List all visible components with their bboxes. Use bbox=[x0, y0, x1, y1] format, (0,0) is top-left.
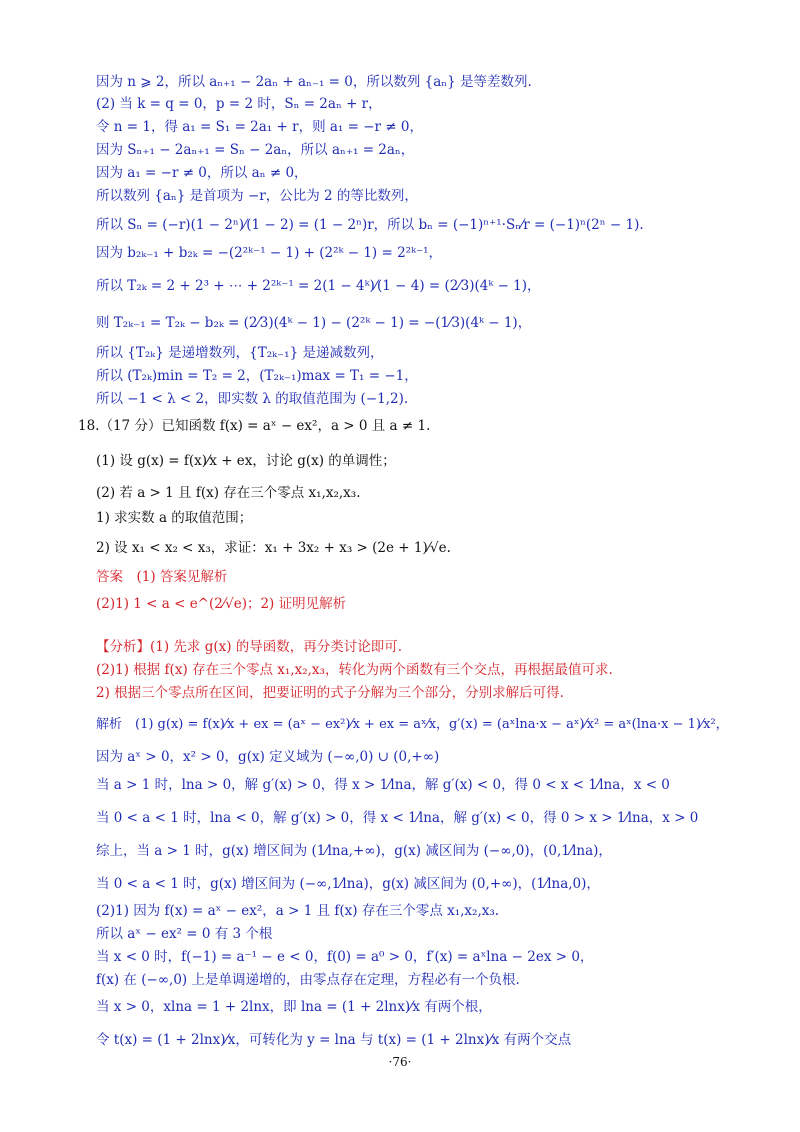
text-line-6: 所以数列 {aₙ} 是首项为 −r，公比为 2 的等比数列， bbox=[96, 188, 418, 204]
text-line-31: 所以 aˣ − ex² = 0 有 3 个根 bbox=[96, 926, 273, 942]
text-line-3: 令 n = 1，得 a₁ = S₁ = 2a₁ + r，则 a₁ = −r ≠ 0， bbox=[96, 119, 423, 135]
text-line-19: 答案 (1) 答案见解析 bbox=[96, 569, 228, 585]
text-line-16: (2) 若 a > 1 且 f(x) 存在三个零点 x₁,x₂,x₃. bbox=[96, 485, 361, 501]
page-number: ·76· bbox=[388, 1055, 412, 1069]
text-line-22: (2)1) 根据 f(x) 存在三个零点 x₁,x₂,x₃，转化为两个函数有三个交点，再根据最值可求. bbox=[96, 662, 613, 678]
text-line-5: 因为 a₁ = −r ≠ 0，所以 aₙ ≠ 0， bbox=[96, 165, 308, 181]
text-line-32: 当 x < 0 时，f(−1) = a⁻¹ − e < 0，f(0) = a⁰ > 0，f′(x) = aˣlna − 2ex > 0， bbox=[96, 949, 594, 965]
text-line-24: 解析 (1) g(x) = f(x)⁄x + ex = (aˣ − ex²)⁄x + ex = aˣ⁄x，g′(x) = (aˣlna·x − aˣ)⁄x² = aˣ(lna·x − 1)⁄x²， bbox=[96, 717, 729, 732]
text-line-12: 所以 (T₂ₖ)min = T₂ = 2，(T₂ₖ₋₁)max = T₁ = −1， bbox=[96, 368, 418, 384]
text-line-23: 2) 根据三个零点所在区间，把要证明的式子分解为三个部分，分别求解后可得. bbox=[96, 685, 564, 701]
text-line-15: (1) 设 g(x) = f(x)⁄x + ex，讨论 g(x) 的单调性； bbox=[96, 453, 396, 469]
text-line-35: 令 t(x) = (1 + 2lnx)⁄x，可转化为 y = lna 与 t(x) = (1 + 2lnx)⁄x 有两个交点 bbox=[96, 1032, 572, 1048]
text-line-8: 因为 b₂ₖ₋₁ + b₂ₖ = −(2²ᵏ⁻¹ − 1) + (2²ᵏ − 1) = 2²ᵏ⁻¹， bbox=[96, 245, 443, 261]
text-line-25: 因为 aˣ > 0，x² > 0，g(x) 定义域为 (−∞,0) ∪ (0,+∞) bbox=[96, 749, 440, 765]
text-line-4: 因为 Sₙ₊₁ − 2aₙ₊₁ = Sₙ − 2aₙ，所以 aₙ₊₁ = 2aₙ， bbox=[96, 142, 415, 158]
text-line-33: f(x) 在 (−∞,0) 上是单调递增的，由零点存在定理，方程必有一个负根. bbox=[96, 972, 520, 988]
text-line-14: 18.（17 分）已知函数 f(x) = aˣ − ex²，a > 0 且 a ≠ 1. bbox=[78, 418, 431, 434]
text-line-10: 则 T₂ₖ₋₁ = T₂ₖ − b₂ₖ = (2⁄3)(4ᵏ − 1) − (2²ᵏ − 1) = −(1⁄3)(4ᵏ − 1)， bbox=[96, 315, 532, 331]
text-line-29: 当 0 < a < 1 时，g(x) 增区间为 (−∞,1⁄lna)，g(x) 减区间为 (0,+∞)，(1⁄lna,0)， bbox=[96, 876, 600, 892]
text-line-20: (2)1) 1 < a < e^(2⁄√e)；2) 证明见解析 bbox=[96, 596, 347, 612]
text-line-30: (2)1) 因为 f(x) = aˣ − ex²，a > 1 且 f(x) 存在三个零点 x₁,x₂,x₃. bbox=[96, 903, 500, 919]
text-line-11: 所以 {T₂ₖ} 是递增数列，{T₂ₖ₋₁} 是递减数列， bbox=[96, 345, 384, 361]
text-line-21: 【分析】(1) 先求 g(x) 的导函数，再分类讨论即可. bbox=[96, 639, 403, 655]
text-line-28: 综上，当 a > 1 时，g(x) 增区间为 (1⁄lna,+∞)，g(x) 减区间为 (−∞,0)，(0,1⁄lna)， bbox=[96, 843, 612, 859]
text-line-7: 所以 Sₙ = (−r)(1 − 2ⁿ)⁄(1 − 2) = (1 − 2ⁿ)r，所以 bₙ = (−1)ⁿ⁺¹·Sₙ⁄r = (−1)ⁿ(2ⁿ − 1). bbox=[96, 217, 644, 233]
text-line-1: 因为 n ⩾ 2，所以 aₙ₊₁ − 2aₙ + aₙ₋₁ = 0，所以数列 {aₙ} 是等差数列. bbox=[96, 74, 532, 90]
text-line-26: 当 a > 1 时，lna > 0，解 g′(x) > 0，得 x > 1⁄lna，解 g′(x) < 0，得 0 < x < 1⁄lna，x < 0 bbox=[96, 777, 670, 793]
text-line-17: 1) 求实数 a 的取值范围； bbox=[96, 510, 253, 526]
text-line-9: 所以 T₂ₖ = 2 + 2³ + ⋯ + 2²ᵏ⁻¹ = 2(1 − 4ᵏ)⁄(1 − 4) = (2⁄3)(4ᵏ − 1)， bbox=[96, 278, 541, 294]
text-line-18: 2) 设 x₁ < x₂ < x₃，求证：x₁ + 3x₂ + x₃ > (2e + 1)⁄√e. bbox=[96, 540, 451, 556]
text-line-34: 当 x > 0，xlna = 1 + 2lnx，即 lna = (1 + 2lnx)⁄x 有两个根， bbox=[96, 999, 492, 1015]
text-line-2: (2) 当 k = q = 0，p = 2 时，Sₙ = 2aₙ + r， bbox=[96, 96, 382, 112]
text-line-27: 当 0 < a < 1 时，lna < 0，解 g′(x) > 0，得 x < 1⁄lna，解 g′(x) < 0，得 0 > x > 1⁄lna，x > 0 bbox=[96, 810, 699, 826]
text-line-13: 所以 −1 < λ < 2，即实数 λ 的取值范围为 (−1,2). bbox=[96, 391, 409, 407]
